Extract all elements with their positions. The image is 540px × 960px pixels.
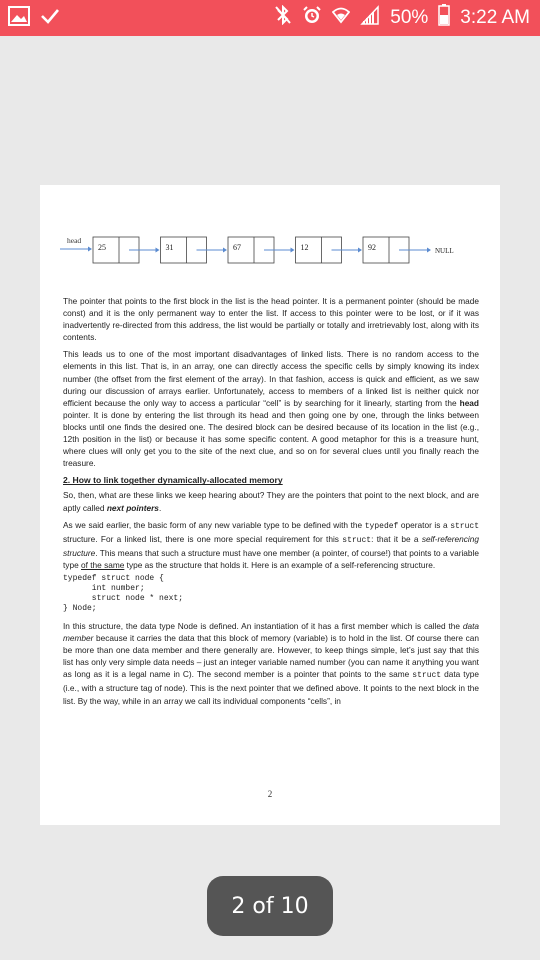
alarm-icon — [302, 5, 322, 31]
node-value: 67 — [233, 243, 241, 252]
node-value: 12 — [300, 243, 309, 252]
bluetooth-off-icon — [274, 5, 292, 31]
image-icon — [8, 6, 30, 31]
null-label: NULL — [435, 247, 454, 255]
document-page[interactable] — [40, 185, 500, 825]
code-block: typedef struct node { int number; struct node * next; } Node; — [63, 573, 184, 613]
section-heading: 2. How to link together dynamically-allocated memory — [63, 475, 283, 486]
check-icon — [40, 7, 60, 30]
paragraph-4: As we said earlier, the basic form of any new variable type to be defined with the typedef operator is a struct structure. For a linked list, there is one more special requirement for this struct: that it be a self-referencing structure. This means that such a structure must have one member (a pointer, of course!) that points to a variable type of the same type as the structure that holds it. Here is an example of a self-referencing structure. — [63, 519, 479, 570]
paragraph-2: This leads us to one of the most important disadvantages of linked lists. There is no random access to the elements in this list. That is, in an array, one can directly access the specific cells by simply knowing its index number (the offset from the first element of the array). In that fashion, access is quick and efficient, as we saw during our discussion of arrays earlier. Unfortunately, access to members of a linked list is neither quick nor efficient because the only way to access a particular “cell” is by searching for it linearly, starting from the head pointer. It is done by entering the list through its head and then going one by one, through the links between blocks until one finds the desired one. The desired block can be desired because of its location in the list (e.g., 12th position in the list) or because it has some specific content. A good metaphor for this is a treasure hunt, where clues will only get you to the site of the next clue, and so on for several clues until you finally reach the treasure. — [63, 349, 479, 469]
signal-icon — [360, 5, 380, 31]
paragraph-3: So, then, what are these links we keep hearing about? They are the pointers that point to the next block, and are aptly called next pointers. — [63, 490, 479, 513]
node-value: 25 — [98, 243, 106, 252]
wifi-icon — [332, 5, 350, 31]
linked-list-svg — [60, 235, 480, 275]
battery-icon — [438, 4, 450, 32]
battery-text: 50% — [390, 7, 429, 28]
list-node — [296, 237, 363, 263]
status-bar — [0, 0, 540, 36]
paragraph-1: The pointer that points to the first block in the list is the head pointer. It is a permanent pointer (should be made const) and it is the only permanent way to enter the list. If access to this pointer were to be lost, or if it was inadvertently re-directed from this address, the list would be partially or totally and irretrievably lost, along with its contents. — [63, 296, 479, 343]
list-node — [228, 237, 295, 263]
node-value: 92 — [368, 243, 376, 252]
linked-list-diagram — [60, 235, 480, 275]
node-value: 31 — [165, 243, 174, 252]
head-label: head — [67, 236, 82, 245]
paragraph-5: In this structure, the data type Node is defined. An instantiation of it has a first member which is called the data member because it carries the data that this block of memory (variable) is to hold in the list. Of course there can be more than one data member and there generally are. However, to keep things simple, let’s just say that this list has only very simple data needs – just an integer variable named number (you can name it anything you want as long as it is a legal name in C). The second member is a pointer that points to the same struct data type (i.e., with a structure tag of node). This is the next pointer that we defined above. It points to the next block in the list. By the way, while in an array we call its individual components “cells”, in — [63, 620, 479, 706]
page-number: 2 — [267, 789, 273, 799]
list-node — [363, 237, 431, 263]
page-indicator: 2 of 10 — [207, 876, 333, 936]
document-text — [63, 295, 479, 712]
list-node — [161, 237, 228, 263]
list-node — [93, 237, 160, 263]
clock: 3:22 AM — [460, 7, 530, 28]
